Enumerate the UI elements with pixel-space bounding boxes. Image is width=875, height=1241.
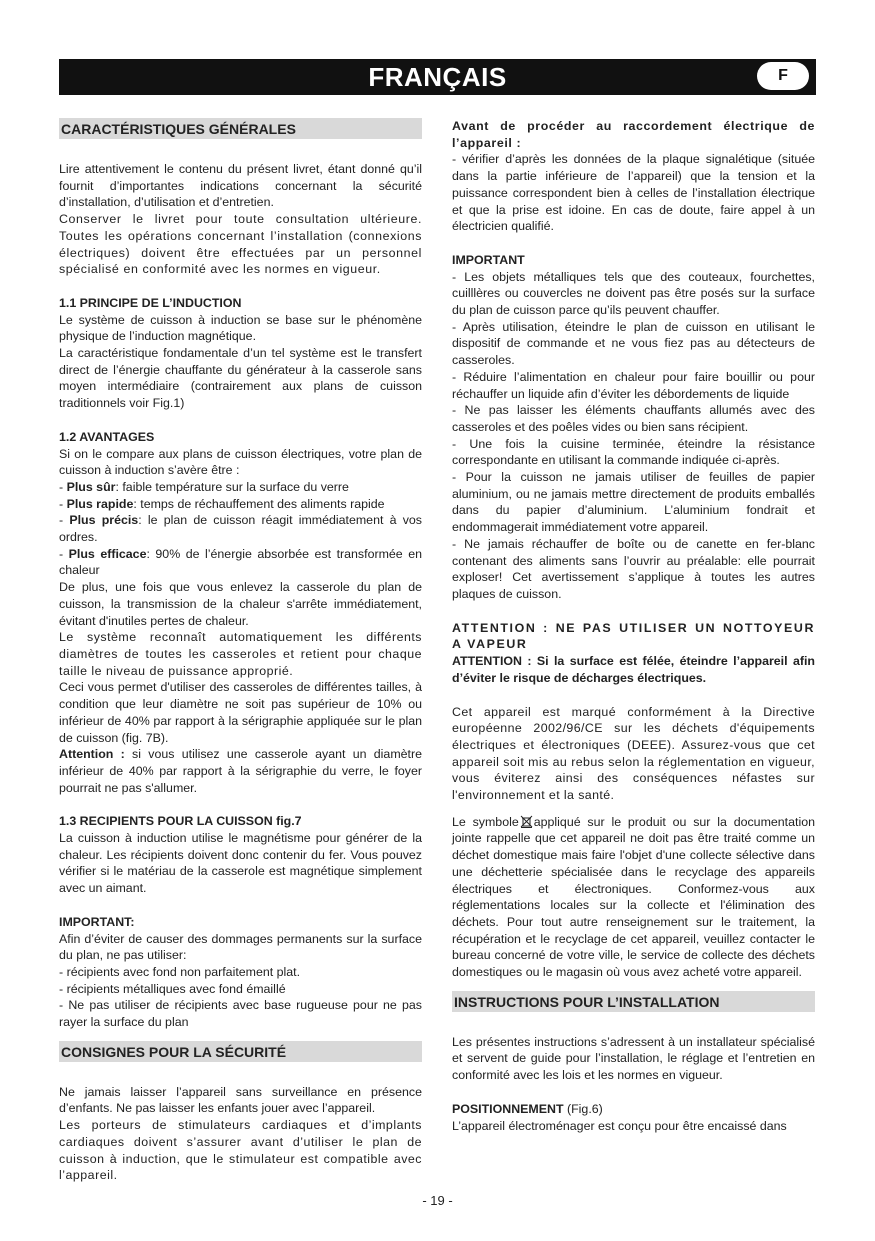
subheading: IMPORTANT (452, 252, 525, 267)
section-heading-safety: CONSIGNES POUR LA SÉCURITÉ (59, 1041, 422, 1062)
label: POSITIONNEMENT (452, 1101, 564, 1116)
subheading: IMPORTANT: (59, 914, 135, 929)
paragraph: Si on le compare aux plans de cuisson électriques, votre plan de cuisson à induction s’avère être : (59, 446, 422, 478)
warning-cracked-surface: ATTENTION : Si la surface est félée, éteindre l’appareil afin d’éviter le risque de décharges électriques. (452, 654, 815, 685)
paragraph (452, 814, 815, 981)
paragraph: Le système reconnaît automatiquement les différents diamètres de toutes les casseroles et retient pour chaque taille le niveau de puissance approprié. (59, 630, 422, 678)
subheading: 1.1 PRINCIPE DE L’INDUCTION (59, 295, 242, 310)
language-banner (59, 59, 816, 95)
list-item: - Pour la cuisson ne jamais utiliser de feuilles de papier aluminium, ou ne jamais mettre directement de produits emballés dans du papier d’aluminium. L’aluminium fondrait et endommagerait immédiatement votre appareil. (452, 470, 815, 535)
left-column (59, 118, 422, 1184)
paragraph: L’appareil électroménager est conçu pour être encaissé dans (452, 1118, 787, 1133)
text: : temps de réchauffement des aliments rapide (133, 496, 385, 511)
paragraph: Lire attentivement le contenu du présent livret, étant donné qu’il fournit d’importantes indications concernant la sécurité d’installation, d’utilisation et d’entretien. (59, 162, 422, 210)
paragraph: Afin d’éviter de causer des dommages permanents sur la surface du plan, ne pas utiliser: (59, 931, 422, 963)
text: si vous utilisez une casserole ayant un diamètre inférieur de 40% par rapport à la sérigraphie du verre, le foyer pourrait ne pas s'allumer. (59, 747, 422, 795)
text: Le symbole (452, 814, 519, 829)
text: (Fig.6) (563, 1101, 603, 1116)
paragraph: Ceci vous permet d'utiliser des casseroles de différentes tailles, à condition que leur diamètre ne soit pas supérieur de 10% ou inférieur de 40% par rapport à la sérigraphie appliquée sur le plan de cuisson (fig. 7B). (59, 680, 422, 745)
subheading: 1.2 AVANTAGES (59, 429, 155, 444)
paragraph: De plus, une fois que vous enlevez la casserole du plan de cuisson, la transmission de la chaleur s'arrête immédiatement, évitant d'inutiles pertes de chaleur. (59, 580, 422, 628)
text: : le plan de cuisson réagit immédiatement à vos ordres. (59, 513, 422, 545)
language-badge: F (757, 62, 809, 90)
list-item: - récipients métalliques avec fond émaillé (59, 981, 286, 996)
paragraph: Cet appareil est marqué conformément à la Directive européenne 2002/96/CE sur les déchets d'équipements électriques et électroniques (DEEE). Assurez-vous que cet appareil soit mis au rebus selon la réglementation en vigueur, vous éviterez ainsi des conséquences néfastes sur l'environnement et la santé. (452, 704, 815, 803)
list-item: - Ne jamais réchauffer de boîte ou de canette en fer-blanc contenant des aliments sans l’ouvrir au préalable: elle pourrait exploser! Cet avertissement s’applique à toutes les autres plaques de cuisson. (452, 536, 815, 601)
subheading (452, 1101, 815, 1118)
list-item: - Ne pas laisser les éléments chauffants allumés avec des casseroles et des poêles vides ou bien sans récipient. (452, 403, 815, 434)
label: Plus sûr (66, 479, 116, 494)
list-item: - Après utilisation, éteindre le plan de cuisson en utilisant le dispositif de commande et ne vous fiez pas au détecteurs de casseroles. (452, 319, 815, 368)
warning-steam: ATTENTION : NE PAS UTILISER UN NOTTOYEUR A VAPEUR (452, 620, 815, 652)
subheading: 1.3 RECIPIENTS POUR LA CUISSON fig.7 (59, 814, 302, 829)
paragraph: Le système de cuisson à induction se base sur le phénomène physique de l’induction magnétique. (59, 312, 422, 344)
text: : 90% de l’énergie absorbée est transformée en chaleur (59, 546, 422, 578)
banner-title: FRANÇAIS (368, 62, 507, 92)
label: Attention : (59, 747, 125, 762)
paragraph: La cuisson à induction utilise le magnétisme pour générer de la chaleur. Les récipients doivent donc contenir du fer. Vous pouvez vérifier si le matériau de la casserole est magnétique simplement avec un aimant. (59, 831, 422, 896)
list-item: - Plus précis: le plan de cuisson réagit immédiatement à vos ordres. (59, 513, 422, 545)
list-item: - Plus sûr: faible température sur la surface du verre (59, 479, 349, 494)
paragraph: - vérifier d’après les données de la plaque signalétique (située dans la partie inférieure de l’appareil) que la tension et la puissance correspondent bien à celles de l’installation électrique et que la prise est idoine. En cas de doute, faire appel à un électricien qualifié. (452, 152, 815, 234)
crossed-bin-icon (520, 815, 533, 828)
text: : faible température sur la surface du verre (115, 479, 349, 494)
paragraph: Conserver le livret pour toute consultation ultérieure. Toutes les opérations concernant l’installation (connexions électriques) doivent être effectuées par un personnel spécialisé en conformité avec les normes en vigueur. (59, 212, 422, 277)
list-item: - Les objets métalliques tels que des couteaux, fourchettes, cuilllères ou couvercles ne doivent pas être posés sur la surface du plan de cuisson parce qu’ils peuvent chauffer. (452, 269, 815, 318)
list-item: - Plus efficace: 90% de l’énergie absorbée est transformée en chaleur (59, 546, 422, 578)
paragraph: Ne jamais laisser l’appareil sans surveillance en présence d’enfants. Ne pas laisser les enfants jouer avec l’appareil. (59, 1084, 422, 1116)
list-item: - Réduire l’alimentation en chaleur pour faire bouillir ou pour réchauffer un liquide afin d’éviter les débordements de liquide (452, 369, 815, 401)
page-number: - 19 - (422, 1193, 453, 1208)
list-item: - Plus rapide: temps de réchauffement des aliments rapide (59, 496, 385, 511)
label: Plus efficace (68, 546, 147, 561)
list-item: - Une fois la cuisine terminée, éteindre la résistance correspondante en utilisant la commande indiquée ci-après. (452, 436, 815, 468)
paragraph: Les présentes instructions s’adressent à un installateur spécialisé et servent de guide pour l’installation, le réglage et l’entretien en conformité avec les lois et les normes en vigueur. (452, 1034, 815, 1083)
list-item: - Ne pas utiliser de récipients avec base rugueuse pour ne pas rayer la surface du plan (59, 998, 422, 1030)
right-column (452, 118, 815, 1134)
paragraph (59, 746, 422, 796)
label: Plus rapide (66, 496, 134, 511)
label: Plus précis (69, 513, 139, 528)
subheading: Avant de procéder au raccordement électrique de l’appareil : (452, 119, 815, 150)
list-item: - récipients avec fond non parfaitement plat. (59, 964, 301, 979)
paragraph: La caractéristique fondamentale d’un tel système est le transfert direct de l’énergie chauffante du générateur à la casserole sans moyen intermédiaire (contrairement aux plans de cuisson traditionnels voir Fig.1) (59, 346, 422, 411)
paragraph: Les porteurs de stimulateurs cardiaques et d’implants cardiaques doivent s’assurer avant d’utiliser le plan de cuisson à induction, que le stimulateur est compatible avec l’appareil. (59, 1118, 422, 1183)
text: appliqué sur le produit ou sur la documentation jointe rappelle que cet appareil ne doit pas être traité comme un déchet domestique mais faire l'objet d'une collecte sélective dans une déchetterie spécialisée dans le recyclage des appareils électriques et électroniques. Conformez-vous aux réglementations locales sur la collecte et l'élimination des déchets. Pour tout autre renseignement sur le traitement, la récupération et le recyclage de cet appareil, veuillez contacter le bureau concerné de votre ville, le service de collecte des déchets domestiques ou le magasin où vous avez acheté votre appareil. (452, 814, 815, 980)
section-heading-installation: INSTRUCTIONS POUR L’INSTALLATION (452, 991, 815, 1012)
section-heading-general: CARACTÉRISTIQUES GÉNÉRALES (59, 118, 422, 139)
